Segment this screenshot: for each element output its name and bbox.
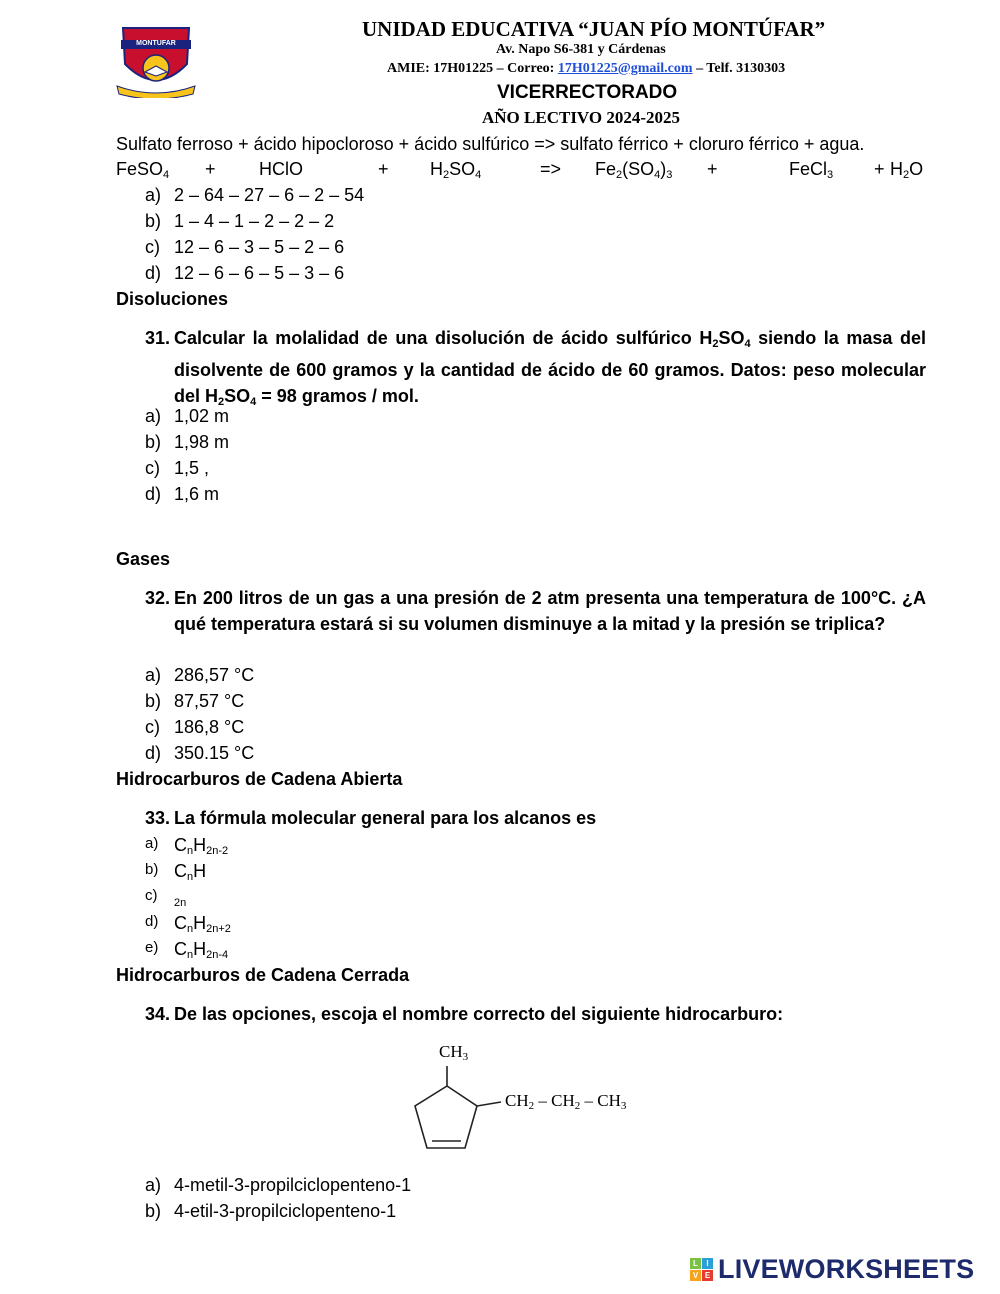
option-text: 350.15 °C	[174, 743, 255, 763]
option-label: b)	[145, 861, 159, 878]
option-label: c)	[145, 887, 158, 904]
school-logo	[115, 24, 197, 98]
eq-arrow: =>	[540, 159, 562, 179]
q34-text: De las opciones, escoja el nombre correcto del siguiente hidrocarburo:	[174, 1004, 784, 1024]
department-title: VICERRECTORADO	[497, 82, 678, 103]
phone-text: – Telf. 3130303	[692, 61, 786, 76]
brand-icon-i: I	[702, 1258, 713, 1269]
eq-h2o: $H_2O$	[890, 159, 924, 181]
option-label: b)	[145, 691, 162, 711]
liveworksheets-logo[interactable]	[690, 1256, 990, 1286]
option-label: d)	[145, 484, 162, 504]
brand-icon-l: L	[690, 1258, 701, 1269]
option-label: b)	[145, 1201, 162, 1221]
structure-ch3-top: $CH_3$	[439, 1042, 469, 1063]
q33-option-c[interactable]	[0, 887, 1000, 911]
q30-statement: Sulfato ferroso + ácido hipocloroso + ácido sulfúrico => sulfato férrico + cloruro férrico + agua.	[116, 134, 865, 154]
eq-hclo: HClO	[259, 159, 303, 179]
section-cadena-cerrada: Hidrocarburos de Cadena Cerrada	[116, 965, 410, 985]
q34-number: 34.	[145, 1004, 171, 1024]
eq-fecl3: FeCl$_3$	[789, 159, 834, 181]
option-formula: $C_nH_{2n-4}$	[174, 939, 229, 961]
email-link[interactable]: 17H01225@gmail.com	[557, 61, 693, 76]
option-text: 12 – 6 – 3 – 5 – 2 – 6	[174, 237, 345, 257]
school-year: AÑO LECTIVO 2024-2025	[482, 108, 681, 127]
option-label: d)	[145, 743, 162, 763]
option-text: 2 – 64 – 27 – 6 – 2 – 54	[174, 185, 365, 205]
q31-number: 31.	[145, 328, 171, 348]
option-text: 4-etil-3-propilciclopenteno-1	[174, 1201, 397, 1221]
eq-plus-4: +	[874, 159, 885, 179]
option-label: a)	[145, 406, 162, 426]
eq-h2so4: $H_2SO_4$	[430, 159, 482, 181]
option-formula: $C_nH_{2n+2}$	[174, 913, 231, 935]
eq-plus-3: +	[707, 159, 718, 179]
brand-name: LIVEWORKSHEETS	[718, 1254, 975, 1284]
section-gases: Gases	[116, 549, 171, 569]
option-text: 1 – 4 – 1 – 2 – 2 – 2	[174, 211, 335, 231]
q33-option-a[interactable]	[0, 835, 1000, 859]
q30-equation	[116, 159, 926, 183]
eq-fe2so43: $Fe_2(SO_4)_3$	[595, 159, 673, 181]
q31-text: Calcular la molalidad de una disolución de ácido sulfúrico $H_2SO_4$ siendo la masa del disolvente de 600 gramos y la cantidad de ácido de 60 gramos. Datos: peso molecular del $H_2SO_4 = 98$ gramos / mol.	[174, 328, 926, 408]
section-cadena-abierta: Hidrocarburos de Cadena Abierta	[116, 769, 403, 789]
brand-icon	[690, 1258, 714, 1282]
option-text: 1,6 m	[174, 484, 220, 504]
q33-option-e[interactable]	[0, 939, 1000, 963]
eq-plus-2: +	[378, 159, 389, 179]
structure-side-chain: $CH_2 - CH_2 - CH_3$	[505, 1091, 627, 1112]
option-label: b)	[145, 211, 162, 231]
q33-option-d[interactable]	[0, 913, 1000, 937]
option-text: 4-metil-3-propilciclopenteno-1	[174, 1175, 412, 1195]
option-text: 186,8 °C	[174, 717, 245, 737]
q32-text: En 200 litros de un gas a una presión de 2 atm presenta una temperatura de 100°C. ¿A qué temperatura estará si su volumen disminuye a la mitad y la presión se triplica?	[174, 588, 926, 634]
option-label: c)	[145, 237, 160, 257]
brand-icon-v: V	[690, 1270, 701, 1281]
brand-icon-e: E	[702, 1270, 713, 1281]
option-label: e)	[145, 939, 159, 956]
option-label: d)	[145, 263, 162, 283]
q33-option-b[interactable]	[0, 861, 1000, 885]
option-formula: 2n	[174, 897, 187, 909]
option-text: 12 – 6 – 6 – 5 – 3 – 6	[174, 263, 345, 283]
option-text: 1,98 m	[174, 432, 230, 452]
eq-feso4: FeSO$_4$	[116, 159, 170, 181]
option-text: 286,57 °C	[174, 665, 255, 685]
option-text: 87,57 °C	[174, 691, 245, 711]
option-label: a)	[145, 835, 159, 852]
school-crest-icon	[115, 24, 197, 98]
option-label: c)	[145, 717, 160, 737]
option-text: 1,5 ,	[174, 458, 210, 478]
q32-number: 32.	[145, 588, 171, 608]
option-label: a)	[145, 665, 162, 685]
option-formula: $C_nH_{2n-2}$	[174, 835, 229, 857]
option-label: a)	[145, 1175, 162, 1195]
option-label: b)	[145, 432, 162, 452]
amie-text: AMIE: 17H01225 – Correo:	[387, 61, 558, 76]
option-label: c)	[145, 458, 160, 478]
q33-number: 33.	[145, 808, 171, 828]
hydrocarbon-structure	[405, 1040, 665, 1158]
option-label: a)	[145, 185, 162, 205]
section-disoluciones: Disoluciones	[116, 289, 229, 309]
school-address: Av. Napo S6-381 y Cárdenas	[496, 42, 666, 57]
logo-text: MONTUFAR	[136, 40, 176, 47]
school-contact	[387, 61, 785, 77]
school-name: UNIDAD EDUCATIVA “JUAN PÍO MONTÚFAR”	[362, 17, 826, 41]
option-formula: $C_nH$	[174, 861, 207, 883]
q33-text: La fórmula molecular general para los alcanos es	[174, 808, 597, 828]
eq-plus-1: +	[205, 159, 216, 179]
option-label: d)	[145, 913, 159, 930]
option-text: 1,02 m	[174, 406, 230, 426]
